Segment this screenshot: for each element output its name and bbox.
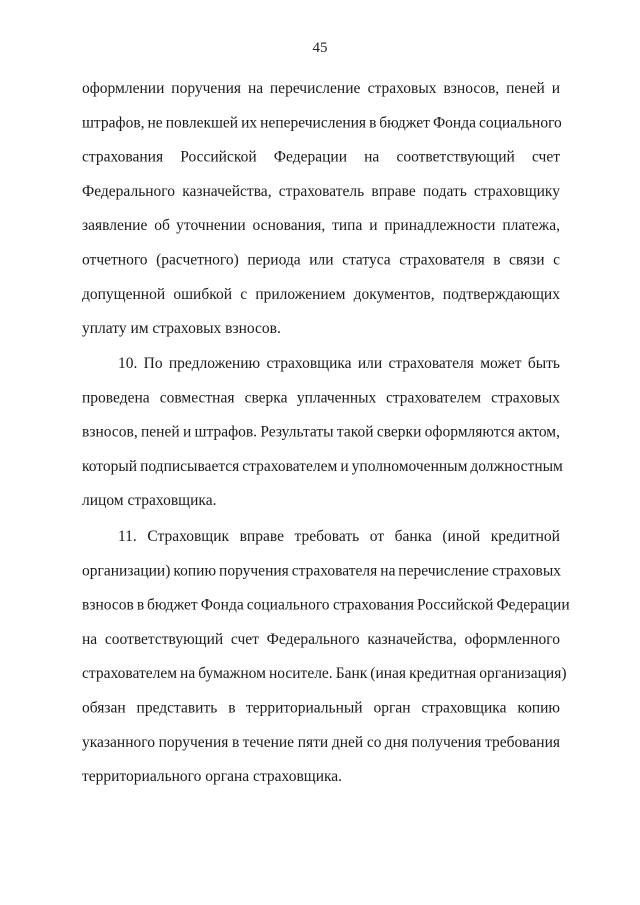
paragraph-2-line-2: проведена совместная сверка уплаченных страхователем страховых: [82, 389, 560, 407]
paragraph-3-line-5: страхователем на бумажном носителе. Банк (иная кредитная организация): [82, 665, 567, 683]
paragraph-3-line-4: на соответствующий счет Федерального казначейства, оформленного: [82, 630, 560, 648]
paragraph-3-line-7: указанного поручения в течение пяти дней со дня получения требования: [82, 733, 561, 751]
paragraph-2-line-4: который подписывается страхователем и уполномоченным должностным: [82, 457, 563, 475]
paragraph-3-line-3: взносов в бюджет Фонда социального страхования Российской Федерации: [82, 596, 570, 614]
paragraph-1-line-1: оформлении поручения на перечисление страховых взносов, пеней и: [82, 80, 560, 97]
page-number: 45: [312, 40, 328, 56]
paragraph-3-line-1: 11. Страховщик вправе требовать от банка (иной кредитной: [118, 528, 560, 545]
paragraph-2-line-5: лицом страховщика.: [82, 492, 217, 510]
paragraph-1-line-4: Федерального казначейства, страхователь вправе подать страховщику: [82, 182, 560, 200]
paragraph-2-line-3: взносов, пеней и штрафов. Результаты такой сверки оформляются актом,: [82, 423, 561, 441]
paragraph-1-line-8: уплату им страховых взносов.: [82, 320, 281, 338]
paragraph-3-line-8: территориального органа страховщика.: [82, 768, 343, 786]
paragraph-3-line-6: обязан представить в территориальный орган страховщика копию: [82, 699, 561, 717]
paragraph-3-line-2: организации) копию поручения страхователя на перечисление страховых: [82, 562, 562, 580]
paragraph-1-line-5: заявление об уточнении основания, типа и принадлежности платежа,: [82, 217, 561, 235]
paragraph-2-line-1: 10. По предложению страховщика или страхователя может быть: [118, 355, 560, 372]
paragraph-1-line-3: страхования Российской Федерации на соответствующий счет: [82, 148, 561, 166]
paragraph-1-line-2: штрафов, не повлекшей их неперечисления в бюджет Фонда социального: [82, 114, 562, 132]
paragraph-1-line-6: отчетного (расчетного) периода или статуса страхователя в связи с: [82, 251, 561, 269]
paragraph-1-line-7: допущенной ошибкой с приложением документов, подтверждающих: [82, 285, 560, 303]
